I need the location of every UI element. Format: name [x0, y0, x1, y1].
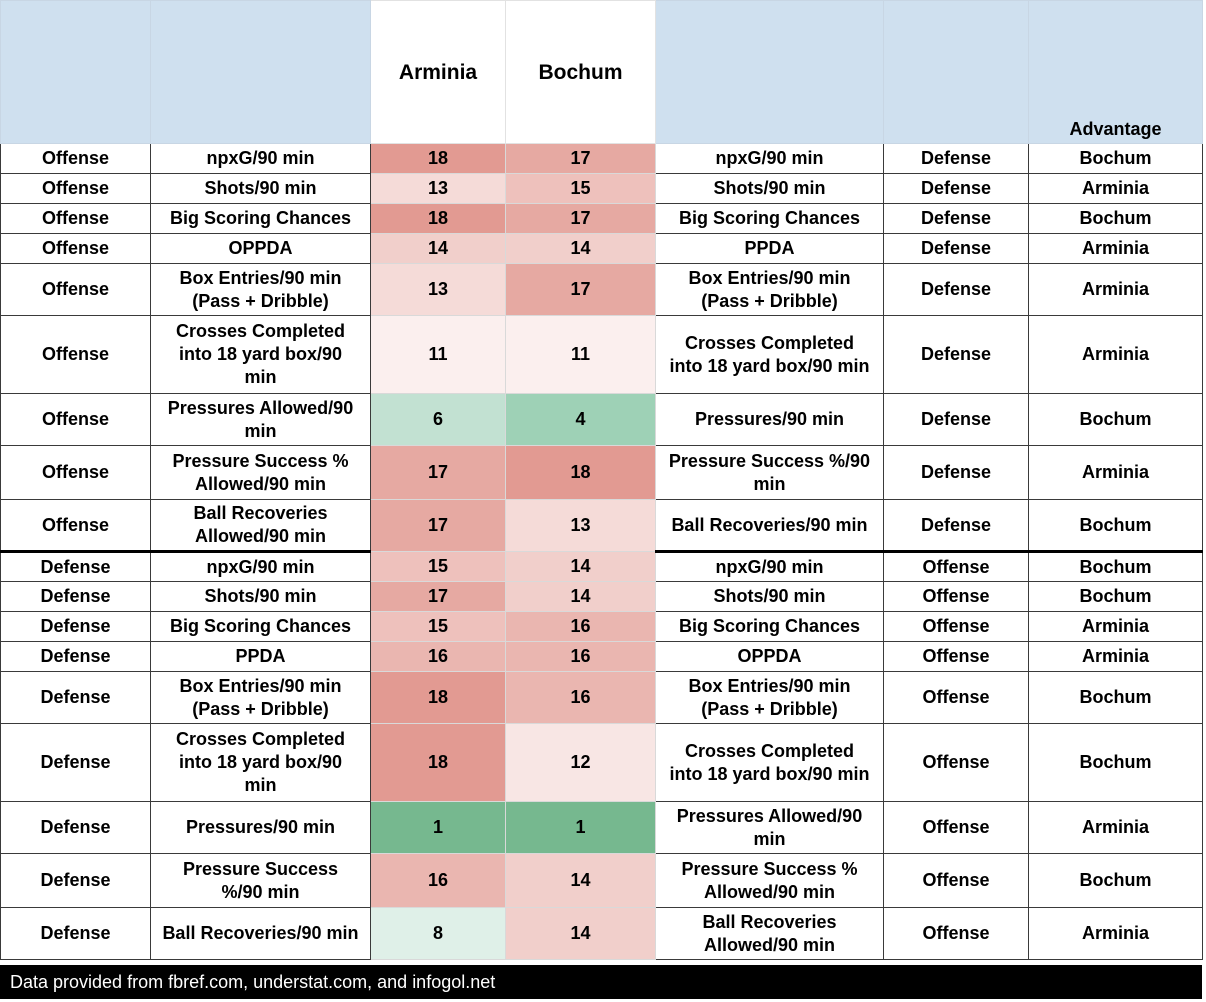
opponent-metric-cell: Pressure Success %/90 min	[656, 446, 884, 500]
advantage-cell: Arminia	[1029, 316, 1203, 394]
table-row	[1, 204, 1203, 234]
team-b-rank-cell: 14	[506, 582, 656, 612]
metric-cell: npxG/90 min	[151, 144, 371, 174]
team-a-rank-cell: 1	[371, 802, 506, 854]
team-b-rank-cell: 16	[506, 672, 656, 724]
side-cell: Defense	[1, 802, 151, 854]
advantage-cell: Bochum	[1029, 552, 1203, 582]
advantage-cell: Arminia	[1029, 612, 1203, 642]
advantage-cell: Arminia	[1029, 264, 1203, 316]
metric-cell: Shots/90 min	[151, 582, 371, 612]
header-blank-cell	[656, 1, 884, 144]
advantage-cell: Arminia	[1029, 908, 1203, 960]
advantage-cell: Arminia	[1029, 446, 1203, 500]
table-row	[1, 394, 1203, 446]
table-row	[1, 854, 1203, 908]
team-a-rank-cell: 16	[371, 642, 506, 672]
advantage-cell: Arminia	[1029, 234, 1203, 264]
advantage-cell: Bochum	[1029, 724, 1203, 802]
team-a-rank-cell: 18	[371, 204, 506, 234]
table-row	[1, 642, 1203, 672]
metric-cell: Box Entries/90 min (Pass + Dribble)	[151, 672, 371, 724]
opponent-side-cell: Offense	[884, 908, 1029, 960]
table-row	[1, 316, 1203, 394]
opponent-side-cell: Defense	[884, 446, 1029, 500]
table-row	[1, 446, 1203, 500]
opponent-metric-cell: Big Scoring Chances	[656, 612, 884, 642]
team-a-rank-cell: 18	[371, 724, 506, 802]
team-a-rank-cell: 18	[371, 144, 506, 174]
team-b-rank-cell: 17	[506, 204, 656, 234]
opponent-side-cell: Defense	[884, 264, 1029, 316]
team-a-rank-cell: 16	[371, 854, 506, 908]
advantage-cell: Arminia	[1029, 174, 1203, 204]
opponent-metric-cell: OPPDA	[656, 642, 884, 672]
metric-cell: Crosses Completed into 18 yard box/90 min	[151, 724, 371, 802]
metric-cell: Pressure Success % Allowed/90 min	[151, 446, 371, 500]
metric-cell: Pressures/90 min	[151, 802, 371, 854]
advantage-cell: Bochum	[1029, 672, 1203, 724]
opponent-metric-cell: Crosses Completed into 18 yard box/90 min	[656, 316, 884, 394]
side-cell: Defense	[1, 612, 151, 642]
metric-cell: Big Scoring Chances	[151, 204, 371, 234]
team-b-rank-cell: 16	[506, 642, 656, 672]
team-b-rank-cell: 14	[506, 854, 656, 908]
opponent-metric-cell: Ball Recoveries/90 min	[656, 500, 884, 552]
opponent-side-cell: Offense	[884, 802, 1029, 854]
opponent-metric-cell: Pressures Allowed/90 min	[656, 802, 884, 854]
side-cell: Defense	[1, 672, 151, 724]
opponent-side-cell: Offense	[884, 582, 1029, 612]
opponent-metric-cell: Box Entries/90 min (Pass + Dribble)	[656, 672, 884, 724]
opponent-metric-cell: Pressure Success % Allowed/90 min	[656, 854, 884, 908]
team-b-header: Bochum	[506, 1, 656, 144]
opponent-side-cell: Defense	[884, 204, 1029, 234]
opponent-metric-cell: Big Scoring Chances	[656, 204, 884, 234]
opponent-metric-cell: Box Entries/90 min (Pass + Dribble)	[656, 264, 884, 316]
side-cell: Offense	[1, 394, 151, 446]
side-cell: Offense	[1, 174, 151, 204]
opponent-side-cell: Defense	[884, 234, 1029, 264]
side-cell: Defense	[1, 642, 151, 672]
header-blank-cell	[151, 1, 371, 144]
advantage-cell: Arminia	[1029, 802, 1203, 854]
table-row	[1, 582, 1203, 612]
opponent-metric-cell: Pressures/90 min	[656, 394, 884, 446]
side-cell: Offense	[1, 316, 151, 394]
opponent-metric-cell: npxG/90 min	[656, 552, 884, 582]
team-a-header: Arminia	[371, 1, 506, 144]
side-cell: Defense	[1, 582, 151, 612]
side-cell: Offense	[1, 234, 151, 264]
opponent-side-cell: Offense	[884, 612, 1029, 642]
table-row	[1, 500, 1203, 552]
table-row	[1, 234, 1203, 264]
table-row	[1, 264, 1203, 316]
team-a-rank-cell: 17	[371, 446, 506, 500]
table-row	[1, 724, 1203, 802]
table-row	[1, 672, 1203, 724]
advantage-cell: Bochum	[1029, 500, 1203, 552]
team-a-rank-cell: 17	[371, 582, 506, 612]
side-cell: Offense	[1, 500, 151, 552]
data-source-footer: Data provided from fbref.com, understat.com, and infogol.net	[0, 965, 1202, 999]
header-blank-cell	[1, 1, 151, 144]
metric-cell: Ball Recoveries Allowed/90 min	[151, 500, 371, 552]
advantage-cell: Bochum	[1029, 394, 1203, 446]
opponent-side-cell: Offense	[884, 552, 1029, 582]
side-cell: Offense	[1, 264, 151, 316]
team-b-rank-cell: 13	[506, 500, 656, 552]
side-cell: Defense	[1, 908, 151, 960]
metric-cell: OPPDA	[151, 234, 371, 264]
team-a-rank-cell: 17	[371, 500, 506, 552]
opponent-side-cell: Offense	[884, 854, 1029, 908]
team-b-rank-cell: 11	[506, 316, 656, 394]
side-cell: Defense	[1, 552, 151, 582]
team-a-rank-cell: 18	[371, 672, 506, 724]
opponent-side-cell: Offense	[884, 672, 1029, 724]
table-row	[1, 552, 1203, 582]
table-row	[1, 908, 1203, 960]
opponent-side-cell: Defense	[884, 144, 1029, 174]
opponent-metric-cell: Shots/90 min	[656, 174, 884, 204]
team-b-rank-cell: 14	[506, 552, 656, 582]
advantage-cell: Arminia	[1029, 642, 1203, 672]
team-a-rank-cell: 15	[371, 612, 506, 642]
team-a-rank-cell: 6	[371, 394, 506, 446]
metric-cell: Big Scoring Chances	[151, 612, 371, 642]
metric-cell: Box Entries/90 min (Pass + Dribble)	[151, 264, 371, 316]
team-b-rank-cell: 14	[506, 908, 656, 960]
table-row	[1, 802, 1203, 854]
metric-cell: PPDA	[151, 642, 371, 672]
opponent-side-cell: Defense	[884, 174, 1029, 204]
team-b-rank-cell: 14	[506, 234, 656, 264]
team-b-rank-cell: 15	[506, 174, 656, 204]
advantage-cell: Bochum	[1029, 144, 1203, 174]
metric-cell: Shots/90 min	[151, 174, 371, 204]
team-b-rank-cell: 17	[506, 144, 656, 174]
team-a-rank-cell: 13	[371, 264, 506, 316]
side-cell: Offense	[1, 446, 151, 500]
advantage-cell: Bochum	[1029, 204, 1203, 234]
side-cell: Defense	[1, 724, 151, 802]
side-cell: Defense	[1, 854, 151, 908]
team-b-rank-cell: 1	[506, 802, 656, 854]
opponent-side-cell: Defense	[884, 394, 1029, 446]
metric-cell: Pressures Allowed/90 min	[151, 394, 371, 446]
team-b-rank-cell: 17	[506, 264, 656, 316]
advantage-cell: Bochum	[1029, 582, 1203, 612]
team-a-rank-cell: 8	[371, 908, 506, 960]
team-a-rank-cell: 11	[371, 316, 506, 394]
team-b-rank-cell: 18	[506, 446, 656, 500]
team-a-rank-cell: 13	[371, 174, 506, 204]
table-row	[1, 612, 1203, 642]
advantage-header: Advantage	[1029, 1, 1203, 144]
team-b-rank-cell: 12	[506, 724, 656, 802]
metric-cell: Pressure Success %/90 min	[151, 854, 371, 908]
opponent-metric-cell: Ball Recoveries Allowed/90 min	[656, 908, 884, 960]
side-cell: Offense	[1, 204, 151, 234]
advantage-cell: Bochum	[1029, 854, 1203, 908]
team-b-rank-cell: 4	[506, 394, 656, 446]
opponent-metric-cell: Shots/90 min	[656, 582, 884, 612]
team-a-rank-cell: 15	[371, 552, 506, 582]
metric-cell: npxG/90 min	[151, 552, 371, 582]
opponent-side-cell: Defense	[884, 500, 1029, 552]
side-cell: Offense	[1, 144, 151, 174]
opponent-side-cell: Offense	[884, 724, 1029, 802]
opponent-metric-cell: npxG/90 min	[656, 144, 884, 174]
table-row	[1, 144, 1203, 174]
team-b-rank-cell: 16	[506, 612, 656, 642]
opponent-side-cell: Defense	[884, 316, 1029, 394]
opponent-metric-cell: Crosses Completed into 18 yard box/90 min	[656, 724, 884, 802]
opponent-side-cell: Offense	[884, 642, 1029, 672]
metric-cell: Ball Recoveries/90 min	[151, 908, 371, 960]
metric-cell: Crosses Completed into 18 yard box/90 min	[151, 316, 371, 394]
header-blank-cell	[884, 1, 1029, 144]
table-row	[1, 174, 1203, 204]
team-a-rank-cell: 14	[371, 234, 506, 264]
header-row	[1, 1, 1203, 144]
opponent-metric-cell: PPDA	[656, 234, 884, 264]
